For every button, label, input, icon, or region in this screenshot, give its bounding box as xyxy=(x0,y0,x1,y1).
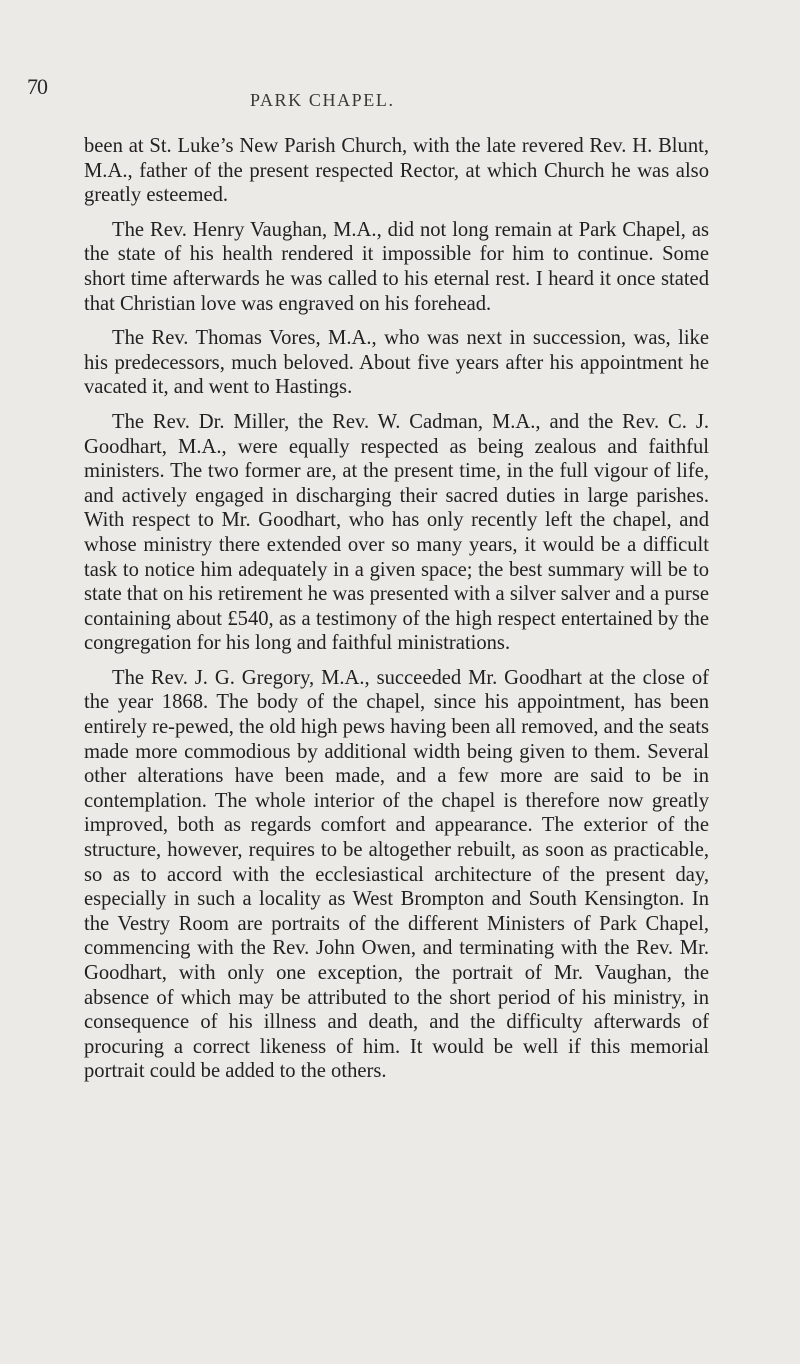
paragraph-vores: The Rev. Thomas Vores, M.A., who was next in succession, was, like his predecessors, much beloved. About five years after his appointment he vacated it, and went to Hastings. xyxy=(84,327,709,399)
paragraph-vaughan: The Rev. Henry Vaughan, M.A., did not long remain at Park Chapel, as the state of his health rendered it impossible for him to continue. Some short time afterwards he was called to his eternal rest. I heard it once stated that Christian love was engraved on his forehead. xyxy=(84,218,709,315)
page-number: 70 xyxy=(27,74,47,99)
paragraph-continuation: been at St. Luke’s New Parish Church, with the late revered Rev. H. Blunt, M.A., father of the present respected Rector, at which Church he was also greatly esteemed. xyxy=(84,135,709,207)
paragraph-miller-cadman-goodhart: The Rev. Dr. Miller, the Rev. W. Cadman, M.A., and the Rev. C. J. Goodhart, M.A., were equally respected as being zealous and faithful ministers. The two former are, at the present time, in the full vigour of life, and actively engaged in discharging their sacred duties in large parishes. With respect to Mr. Goodhart, who has only recently left the chapel, and whose ministry there extended over so many years, it would be a difficult task to notice him adequately in a given space; the best summary will be to state that on his retirement he was presented with a silver salver and a purse containing about £540, as a testimony of the high respect entertained by the congregation for his long and faithful ministrations. xyxy=(84,410,709,655)
body-text xyxy=(84,134,709,1094)
running-title: PARK CHAPEL. xyxy=(250,90,395,110)
paragraph-gregory: The Rev. J. G. Gregory, M.A., succeeded Mr. Goodhart at the close of the year 1868. The body of the chapel, since his appointment, has been entirely re-pewed, the old high pews having been all removed, and the seats made more commodious by additional width being given to them. Several other alterations have been made, and a few more are said to be in contemplation. The whole interior of the chapel is therefore now greatly improved, both as regards comfort and appearance. The exterior of the structure, however, requires to be altogether rebuilt, as soon as practicable, so as to accord with the ecclesiastical architecture of the present day, especially in such a locality as West Brompton and South Kensington. In the Vestry Room are portraits of the different Ministers of Park Chapel, commencing with the Rev. John Owen, and terminating with the Rev. Mr. Goodhart, with only one exception, the portrait of Mr. Vaughan, the absence of which may be attributed to the short period of his ministry, in consequence of his illness and death, and the difficulty afterwards of procuring a correct likeness of him. It would be well if this memorial portrait could be added to the others. xyxy=(84,666,709,1083)
